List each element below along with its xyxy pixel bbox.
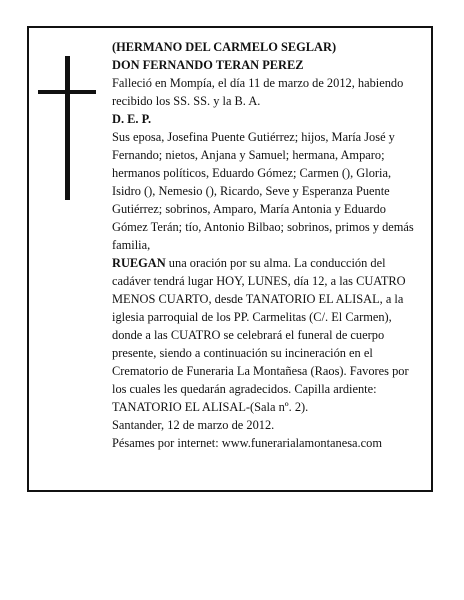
place-date: Santander, 12 de marzo de 2012.: [112, 418, 275, 432]
dep-line: D. E. P.: [112, 112, 152, 126]
cross-horizontal-bar: [38, 90, 96, 94]
condolences-line: Pésames por internet: www.funerarialamontanesa.com: [112, 436, 382, 450]
cross-vertical-bar: [65, 56, 70, 200]
notice-text: [112, 38, 422, 452]
cross-icon: [38, 56, 96, 200]
deceased-name: DON FERNANDO TERAN PEREZ: [112, 58, 304, 72]
request-paragraph: [112, 254, 422, 416]
obituary-notice: [27, 26, 433, 492]
request-text: una oración por su alma. La conducción del cadáver tendrá lugar HOY, LUNES, día 12, a las CUATRO MENOS CUARTO, desde TANATORIO EL ALISAL, a la iglesia parroquial de los PP. Carmelitas (C/. El Carmen), donde a las CUATRO se celebrará el funeral de cuerpo presente, siendo a continuación su incineración en el Crematorio de Funeraria La Montañesa (Raos). Favores por los cuales les quedarán agradecidos. Capilla ardiente: TANATORIO EL ALISAL-(Sala nº. 2).: [112, 256, 409, 414]
ruegan-word: RUEGAN: [112, 256, 166, 270]
family-list: Sus eposa, Josefina Puente Gutiérrez; hijos, María José y Fernando; nietos, Anjana y Samuel; hermana, Amparo; hermanos políticos, Eduardo Gómez; Carmen (), Gloria, Isidro (), Nemesio (), Ricardo, Seve y Esperanza Puente Gutiérrez; sobrinos, Amparo, María Antonia y Eduardo Gómez Terán; tío, Antonio Bilbao; sobrinos, primos y demás familia,: [112, 130, 414, 252]
death-statement: Falleció en Mompía, el día 11 de marzo de 2012, habiendo recibido los SS. SS. y la B. A.: [112, 76, 404, 108]
header-line: (HERMANO DEL CARMELO SEGLAR): [112, 40, 337, 54]
